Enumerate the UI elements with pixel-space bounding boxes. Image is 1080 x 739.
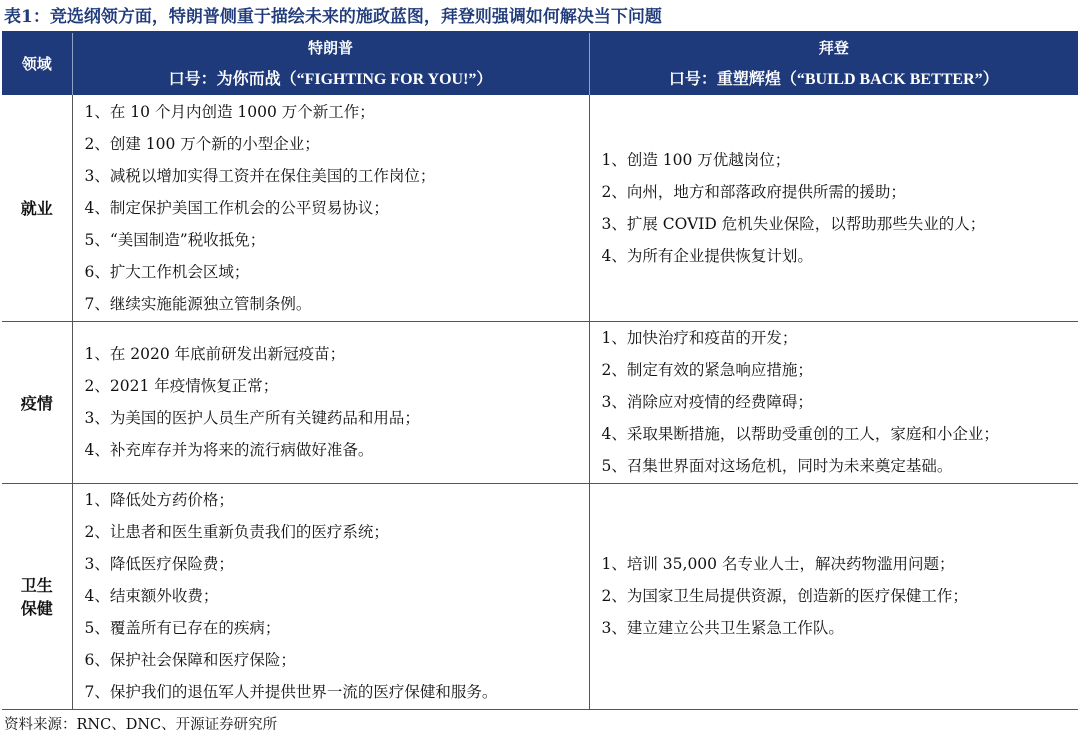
- biden-policy-list: [590, 144, 1079, 272]
- list-item: 4、制定保护美国工作机会的公平贸易协议；: [84, 198, 389, 217]
- list-item: 7、继续实施能源独立管制条例。: [84, 294, 312, 313]
- list-item: 1、培训 35,000 名专业人士，解决药物滥用问题；: [601, 555, 955, 573]
- domain-label: 就业: [20, 199, 53, 219]
- trump-cell: [72, 321, 589, 483]
- list-item: 4、为所有企业提供恢复计划。: [601, 246, 813, 265]
- biden-cell: [589, 95, 1078, 321]
- list-item: 2、为国家卫生局提供资源，创造新的医疗保健工作；: [601, 587, 968, 605]
- list-item: 1、创造 100 万优越岗位；: [601, 150, 791, 169]
- trump-policy-list: [73, 338, 589, 466]
- list-item: 3、降低医疗保险费；: [84, 555, 234, 573]
- list-item: 1、在 10 个月内创造 1000 万个新工作；: [84, 102, 375, 121]
- domain-cell: [2, 95, 72, 321]
- list-item: 5、覆盖所有已存在的疾病；: [84, 619, 281, 637]
- trump-cell: [72, 483, 589, 709]
- table-header-row: [2, 33, 1078, 95]
- table-row: [2, 95, 1078, 321]
- list-item: 6、扩大工作机会区域；: [84, 262, 250, 281]
- domain-cell: [2, 321, 72, 483]
- table-row: [2, 483, 1078, 709]
- list-item: 4、补充库存并为将来的流行病做好准备。: [84, 441, 374, 459]
- domain-label: 疫情: [20, 393, 53, 413]
- list-item: 2、2021 年疫情恢复正常；: [84, 377, 279, 395]
- list-item: 3、为美国的医护人员生产所有关键药品和用品；: [84, 409, 420, 427]
- domain-label-line2: 保健: [20, 599, 53, 618]
- list-item: 4、采取果断措施，以帮助受重创的工人，家庭和小企业；: [601, 425, 999, 443]
- list-item: 1、加快治疗和疫苗的开发；: [601, 329, 798, 347]
- biden-policy-list: [590, 548, 1079, 644]
- list-item: 2、制定有效的紧急响应措施；: [601, 361, 813, 379]
- biden-cell: [589, 483, 1078, 709]
- list-item: 3、建立建立公共卫生紧急工作队。: [601, 619, 844, 637]
- table-title: 表1：竞选纲领方面，特朗普侧重于描绘未来的施政蓝图，拜登则强调如何解决当下问题: [4, 7, 662, 27]
- biden-slogan: 口号：重塑辉煌（“BUILD BACK BETTER”）: [668, 71, 999, 88]
- list-item: 6、保护社会保障和医疗保险；: [84, 651, 296, 669]
- table-row: [2, 321, 1078, 483]
- list-item: 2、创建 100 万个新的小型企业；: [84, 134, 320, 153]
- biden-name: 拜登: [818, 39, 849, 57]
- trump-policy-list: [73, 484, 589, 708]
- domain-label-line1: 卫生: [20, 576, 53, 595]
- policy-comparison-table: [2, 33, 1078, 710]
- list-item: 1、在 2020 年底前研发出新冠疫苗；: [84, 345, 346, 363]
- list-item: 7、保护我们的退伍军人并提供世界一流的医疗保健和服务。: [84, 683, 498, 701]
- domain-header: 领域: [2, 33, 72, 95]
- list-item: 2、让患者和医生重新负责我们的医疗系统；: [84, 523, 389, 541]
- trump-name: 特朗普: [307, 39, 353, 57]
- trump-slogan: 口号：为你而战（“FIGHTING FOR YOU!”）: [168, 71, 493, 88]
- trump-cell: [72, 95, 589, 321]
- trump-policy-list: [73, 96, 589, 320]
- list-item: 1、降低处方药价格；: [84, 491, 234, 509]
- source-note: 资料来源：RNC、DNC、开源证券研究所: [4, 717, 278, 733]
- trump-header: [72, 33, 589, 95]
- list-item: 5、召集世界面对这场危机，同时为未来奠定基础。: [601, 457, 953, 475]
- list-item: 5、“美国制造”税收抵免；: [84, 230, 266, 249]
- domain-cell: [2, 483, 72, 709]
- list-item: 3、扩展 COVID 危机失业保险，以帮助那些失业的人；: [601, 214, 986, 233]
- biden-cell: [589, 321, 1078, 483]
- list-item: 3、消除应对疫情的经费障碍；: [601, 393, 813, 411]
- biden-policy-list: [590, 322, 1079, 482]
- list-item: 4、结束额外收费；: [84, 587, 219, 605]
- list-item: 3、减税以增加实得工资并在保住美国的工作岗位；: [84, 166, 436, 185]
- list-item: 2、向州，地方和部落政府提供所需的援助；: [601, 182, 906, 201]
- biden-header: [589, 33, 1078, 95]
